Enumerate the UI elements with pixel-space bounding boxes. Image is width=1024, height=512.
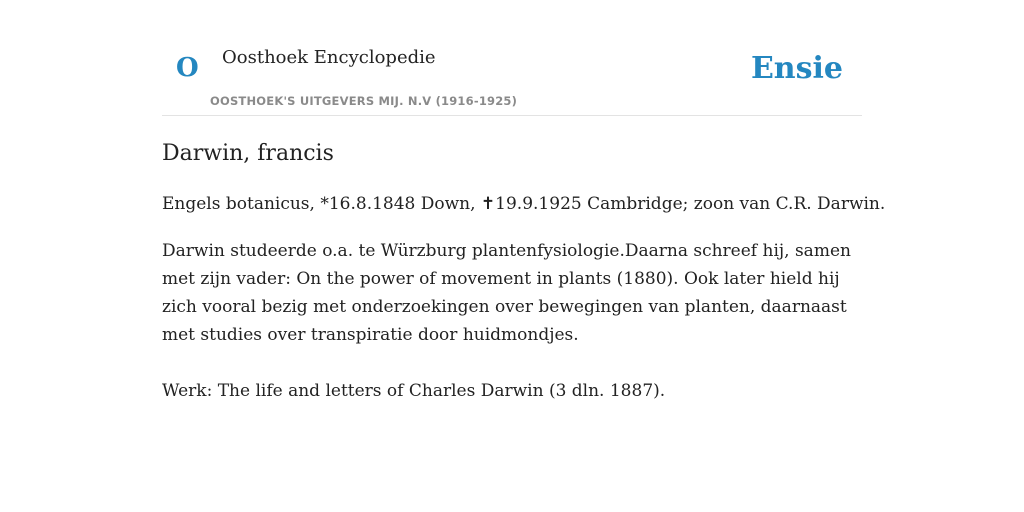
article-works: Werk: The life and letters of Charles Darwin (3 dln. 1887). <box>162 381 666 401</box>
encyclopedia-logo[interactable]: O <box>176 53 199 83</box>
article-summary: Engels botanicus, *16.8.1848 Down, ✝19.9.1925 Cambridge; zoon van C.R. Darwin. <box>162 194 886 214</box>
ensie-brand-link[interactable]: Ensie <box>750 51 843 86</box>
article-content <box>162 138 886 405</box>
encyclopedia-header <box>162 38 862 116</box>
publisher-label: OOSTHOEK'S UITGEVERS MIJ. N.V (1916-1925) <box>210 94 518 108</box>
article-term-heading: Darwin, francis <box>162 141 334 166</box>
encyclopedia-title-link[interactable]: Oosthoek Encyclopedie <box>222 47 436 68</box>
article-body: Darwin studeerde o.a. te Würzburg plantenfysiologie.Daarna schreef hij, samen met zijn vader: On the power of movement in plants (1880). Ook later hield hij zich vooral bezig met onderzoekingen over bewegingen van planten, daarnaast met studies over transpiratie door huidmondjes. <box>162 241 851 345</box>
